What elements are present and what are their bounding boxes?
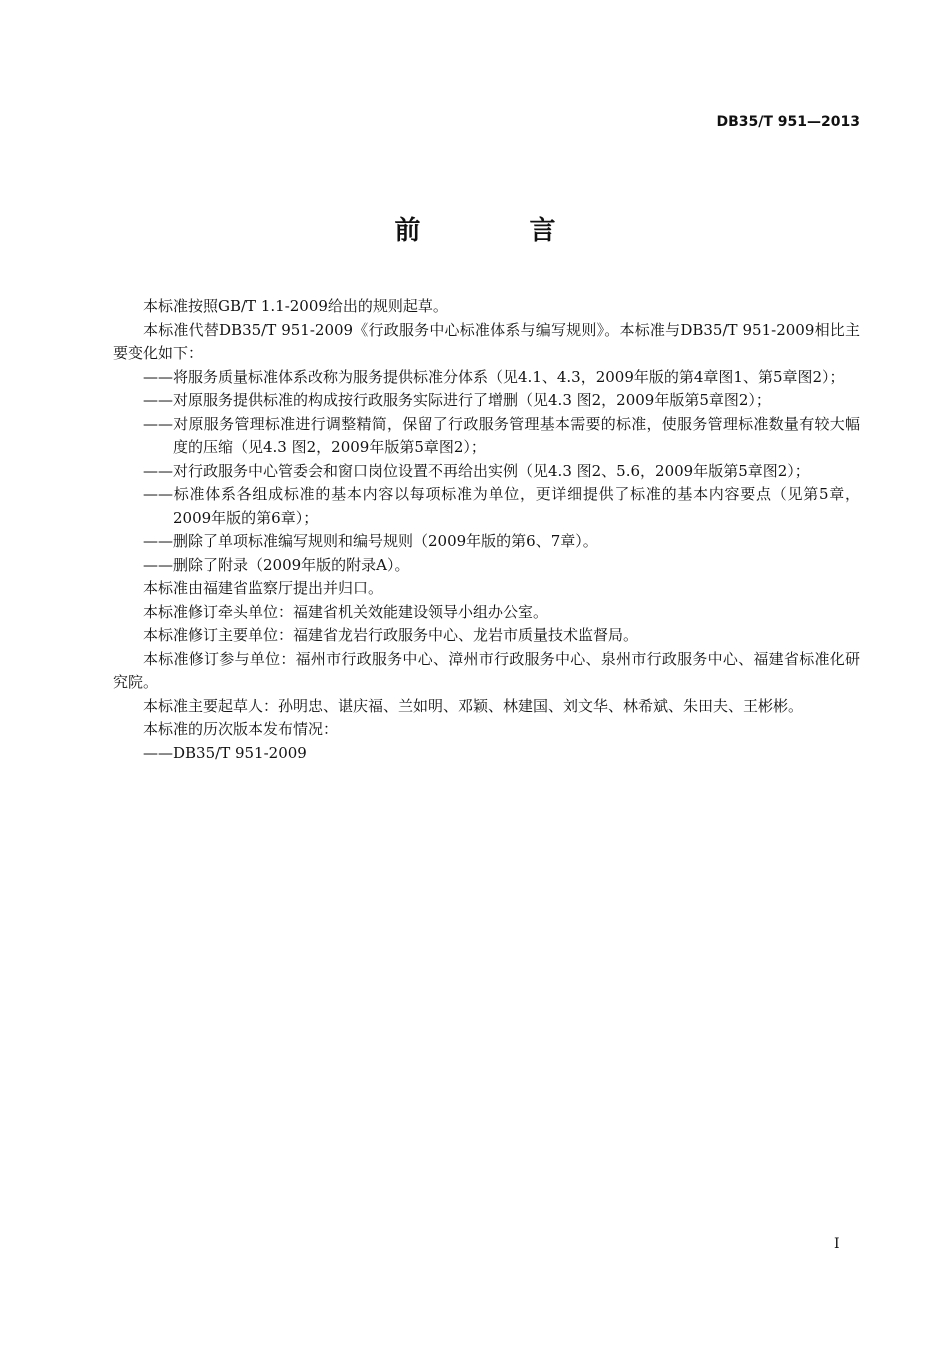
paragraph-replacement: 本标准代替DB35/T 951-2009《行政服务中心标准体系与编写规则》。本标准与DB35/T 951-2009相比主要变化如下： <box>113 320 860 362</box>
info-paragraph: 本标准由福建省监察厅提出并归口。 <box>143 579 384 597</box>
change-item: ——对原服务管理标准进行调整精简，保留了行政服务管理基本需要的标准，使服务管理标准数量有较大幅度的压缩（见4.3 图2，2009年版第5章图2）； <box>143 414 860 456</box>
info-paragraph: 本标准修订参与单位：福州市行政服务中心、漳州市行政服务中心、泉州市行政服务中心、福建省标准化研究院。 <box>113 649 860 691</box>
info-paragraph: 本标准主要起草人：孙明忠、谌庆福、兰如明、邓颖、林建国、刘文华、林希斌、朱田夫、王彬彬。 <box>143 696 804 715</box>
change-item: ——删除了附录（2009年版的附录A）。 <box>143 555 410 574</box>
info-paragraph: 本标准修订牵头单位：福建省机关效能建设领导小组办公室。 <box>143 602 549 621</box>
paragraph-drafting-rule: 本标准按照GB/T 1.1-2009给出的规则起草。 <box>143 297 448 315</box>
info-paragraph: 本标准的历次版本发布情况： <box>143 720 339 738</box>
history-item: ——DB35/T 951-2009 <box>143 743 307 762</box>
change-item: ——删除了单项标准编写规则和编号规则（2009年版的第6、7章）。 <box>143 532 598 550</box>
foreword-body <box>113 295 860 765</box>
standard-code: DB35/T 951—2013 <box>716 114 860 130</box>
change-item: ——对行政服务中心管委会和窗口岗位设置不再给出实例（见4.3 图2、5.6，2009年版第5章图2）； <box>143 461 810 480</box>
page-title: 前 言 <box>394 216 606 246</box>
page-number: I <box>834 1236 840 1252</box>
change-item: ——将服务质量标准体系改称为服务提供标准分体系（见4.1、4.3，2009年版的第4章图1、第5章图2）； <box>143 367 845 386</box>
change-item: ——对原服务提供标准的构成按行政服务实际进行了增删（见4.3 图2，2009年版第5章图2）； <box>143 391 771 409</box>
change-item: ——标准体系各组成标准的基本内容以每项标准为单位，更详细提供了标准的基本内容要点（见第5章，2009年版的第6章）； <box>143 485 860 527</box>
info-paragraph: 本标准修订主要单位：福建省龙岩行政服务中心、龙岩市质量技术监督局。 <box>143 626 639 644</box>
